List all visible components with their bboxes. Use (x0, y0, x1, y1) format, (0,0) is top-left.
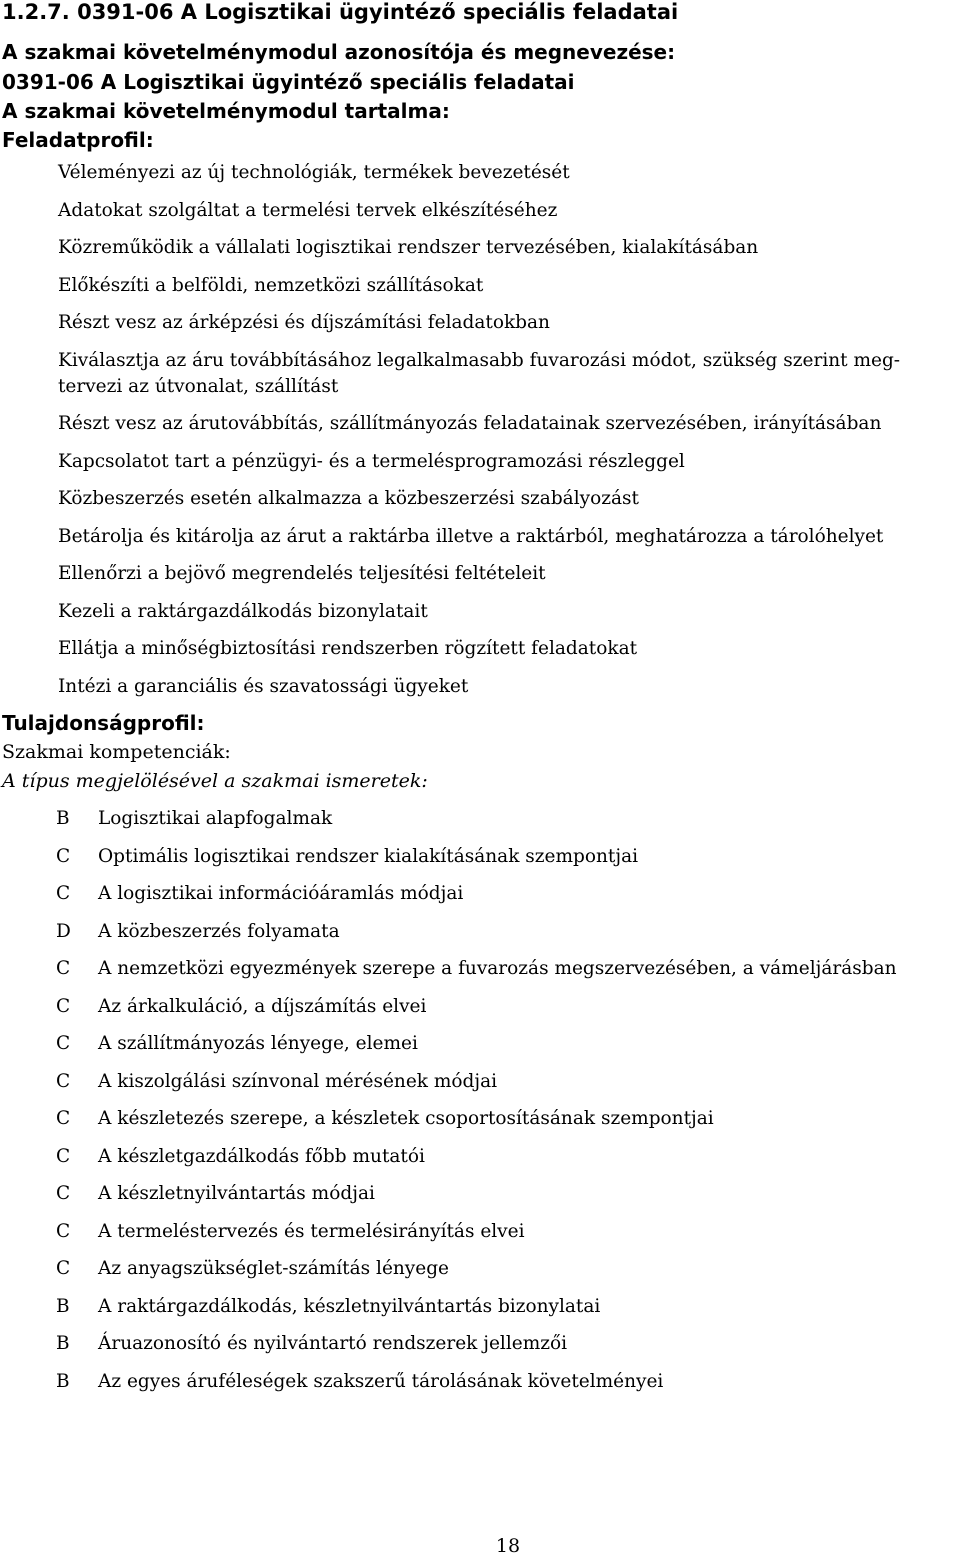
knowledge-type: C (56, 845, 71, 867)
knowledge-item (56, 844, 946, 882)
knowledge-text: A készletezés szerepe, a készletek csoportosításának szempontjai (98, 1108, 714, 1129)
knowledge-text: Az egyes áruféleségek szakszerű tárolásának követelményei (98, 1370, 664, 1392)
knowledge-type: B (56, 1295, 70, 1317)
task-item: Kapcsolatot tart a pénzügyi- és a termelésprogramozási részleggel (58, 450, 685, 472)
knowledge-text: Logisztikai alapfogalmak (98, 808, 333, 829)
knowledge-text: A készletgazdálkodás főbb mutatói (98, 1145, 425, 1167)
knowledge-type: C (56, 883, 71, 904)
knowledge-text: A nemzetközi egyezmények szerepe a fuvarozás megszervezésében, a vámeljárásban (98, 958, 897, 979)
knowledge-item (56, 1106, 946, 1144)
task-item: Ellátja a minőségbiztosítási rendszerben rögzített feladatokat (58, 638, 638, 659)
module-id-label: A szakmai követelménymodul azonosítója és megnevezése: (2, 40, 676, 64)
knowledge-item (56, 919, 946, 957)
knowledge-type: C (56, 1220, 71, 1242)
knowledge-type: C (56, 1258, 71, 1279)
knowledge-item (56, 956, 946, 994)
knowledge-type: D (56, 920, 71, 942)
knowledge-item (56, 1256, 946, 1294)
knowledge-type: C (56, 1070, 71, 1092)
task-item-continuation: tervezi az útvonalat, szállítást (58, 375, 339, 397)
knowledge-text: Az árkalkuláció, a díjszámítás elvei (98, 995, 427, 1017)
knowledge-item (56, 1331, 946, 1369)
knowledge-text: A szállítmányozás lényege, elemei (98, 1033, 418, 1054)
knowledge-type: C (56, 958, 71, 979)
knowledge-item (56, 806, 946, 844)
knowledge-text: A logisztikai információáramlás módjai (98, 883, 464, 904)
task-item: Intézi a garanciális és szavatossági ügyeket (58, 675, 469, 697)
knowledge-item (56, 1294, 946, 1332)
knowledge-text: A készletnyilvántartás módjai (98, 1183, 375, 1204)
task-list (58, 158, 946, 700)
property-profile-label: Tulajdonságprofil: (2, 711, 205, 735)
task-item: Véleményezi az új technológiák, termékek bevezetését (58, 162, 570, 183)
knowledge-intro: A típus megjelölésével a szakmai ismeretek: (2, 770, 428, 792)
knowledge-text: Optimális logisztikai rendszer kialakításának szempontjai (98, 845, 639, 867)
task-item: Kezeli a raktárgazdálkodás bizonylatait (58, 600, 428, 622)
task-item: Részt vesz az árképzési és díjszámítási feladatokban (58, 312, 550, 333)
knowledge-item (56, 1144, 946, 1182)
task-item: Közreműködik a vállalati logisztikai rendszer tervezésében, kialakításában (58, 237, 759, 258)
task-item: Kiválasztja az áru továbbításához legalkalmasabb fuvarozási módot, szükség szerint meg- (58, 349, 901, 371)
section-title: 1.2.7. 0391-06 A Logisztikai ügyintéző speciális feladatai (2, 0, 679, 24)
knowledge-type: C (56, 1183, 71, 1204)
knowledge-type: C (56, 995, 71, 1017)
knowledge-item (56, 881, 946, 919)
knowledge-type: C (56, 1033, 71, 1054)
knowledge-text: A termeléstervezés és termelésirányítás elvei (98, 1220, 525, 1242)
knowledge-item (56, 1069, 946, 1107)
knowledge-type: B (56, 1370, 70, 1392)
task-item: Adatokat szolgáltat a termelési tervek elkészítéséhez (58, 199, 558, 221)
knowledge-item (56, 1031, 946, 1069)
knowledge-type: C (56, 1108, 71, 1129)
knowledge-type: B (56, 808, 70, 829)
task-item: Előkészíti a belföldi, nemzetközi szállításokat (58, 274, 484, 296)
competencies-label: Szakmai kompetenciák: (2, 741, 231, 763)
knowledge-text: Áruazonosító és nyilvántartó rendszerek jellemzői (98, 1333, 568, 1354)
task-profile-label: Feladatprofil: (2, 128, 154, 152)
knowledge-text: Az anyagszükséglet-számítás lényege (98, 1258, 449, 1279)
knowledge-text: A raktárgazdálkodás, készletnyilvántartás bizonylatai (98, 1295, 601, 1317)
knowledge-item (56, 994, 946, 1032)
task-item: Közbeszerzés esetén alkalmazza a közbeszerzési szabályozást (58, 488, 639, 509)
task-item: Részt vesz az árutovábbítás, szállítmányozás feladatainak szervezésében, irányításában (58, 413, 882, 434)
knowledge-item (56, 1181, 946, 1219)
knowledge-type: C (56, 1145, 71, 1167)
knowledge-item (56, 1369, 946, 1407)
knowledge-text: A kiszolgálási színvonal mérésének módjai (98, 1070, 498, 1092)
task-item: Ellenőrzi a bejövő megrendelés teljesítési feltételeit (58, 563, 546, 584)
module-content-label: A szakmai követelménymodul tartalma: (2, 99, 450, 123)
knowledge-item (56, 1219, 946, 1257)
task-item: Betárolja és kitárolja az árut a raktárba illetve a raktárból, meghatározza a tárolóhelyet (58, 525, 884, 547)
module-id-value: 0391-06 A Logisztikai ügyintéző speciális feladatai (2, 70, 575, 94)
knowledge-list (56, 806, 946, 1406)
knowledge-type: B (56, 1333, 70, 1354)
page-number: 18 (495, 1535, 521, 1557)
knowledge-text: A közbeszerzés folyamata (98, 920, 340, 942)
